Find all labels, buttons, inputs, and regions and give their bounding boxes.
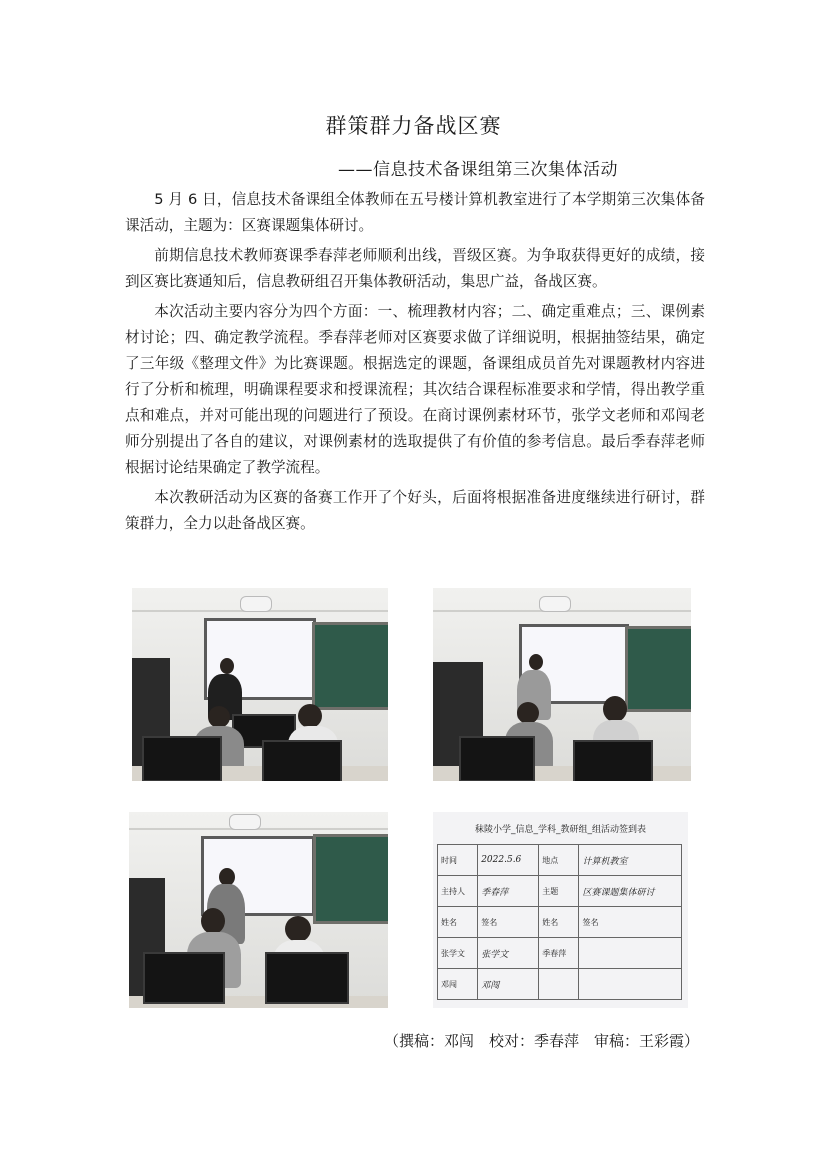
- sign-col-header: 签名: [478, 907, 539, 938]
- row-signature: 邓闯: [478, 969, 539, 1000]
- place-value: 计算机教室: [579, 845, 682, 876]
- page-subtitle: ——信息技术备课组第三次集体活动: [338, 160, 618, 180]
- row-signature: 张学文: [478, 938, 539, 969]
- time-value: 2022.5.6: [478, 845, 539, 876]
- row-signature-2: [579, 938, 682, 969]
- time-label: 时间: [438, 845, 478, 876]
- paragraph-4: 本次教研活动为区赛的备赛工作开了个好头，后面将根据准备进度继续进行研讨，群策群力，全力以赴备战区赛。: [125, 489, 705, 532]
- article-body: [125, 187, 705, 537]
- topic-label: 主题: [539, 876, 579, 907]
- paragraph-2: 前期信息技术教师赛课季春萍老师顺利出线，晋级区赛。为争取获得更好的成绩，接到区赛比赛通知后，信息教研组召开集体教研活动，集思广益，备战区赛。: [125, 247, 705, 290]
- table-row: [438, 969, 682, 1000]
- row-name-2: 季春萍: [539, 938, 579, 969]
- classroom-photo-1: [132, 588, 388, 781]
- paragraph-1: 5 月 6 日，信息技术备课组全体教师在五号楼计算机教室进行了本学期第三次集体备课活动，主题为：区赛课题集体研讨。: [125, 191, 705, 234]
- place-label: 地点: [539, 845, 579, 876]
- host-value: 季春萍: [478, 876, 539, 907]
- name-col-header: 姓名: [438, 907, 478, 938]
- classroom-photo-3: [129, 812, 388, 1008]
- sign-col-header-2: 签名: [579, 907, 682, 938]
- sign-in-sheet-photo: [433, 812, 688, 1008]
- paragraph-3: 本次活动主要内容分为四个方面：一、梳理教材内容；二、确定重难点；三、课例素材讨论；四、确定教学流程。季春萍老师对区赛要求做了详细说明，根据抽签结果，确定了三年级《整理文件》为比赛课题。根据选定的课题，备课组成员首先对课题教材内容进行了分析和梳理，明确课程要求和授课流程；其次结合课程标准要求和学情，得出教学重点和难点，并对可能出现的问题进行了预设。在商讨课例素材环节，张学文老师和邓闯老师分别提出了各自的建议，对课例素材的选取提供了有价值的参考信息。最后季春萍老师根据讨论结果确定了教学流程。: [125, 303, 705, 476]
- row-signature-2: [579, 969, 682, 1000]
- name-col-header-2: 姓名: [539, 907, 579, 938]
- row-name: 张学文: [438, 938, 478, 969]
- sign-sheet-header: 秣陵小学_信息_学科_教研组_组活动签到表: [474, 825, 646, 835]
- row-name: 邓闯: [438, 969, 478, 1000]
- classroom-photo-2: [433, 588, 691, 781]
- table-row: [438, 938, 682, 969]
- page-title: 群策群力备战区赛: [325, 114, 502, 138]
- sign-sheet-table: [437, 844, 682, 1000]
- credits-footer: （撰稿：邓闯 校对：季春萍 审稿：王彩霞）: [383, 1032, 699, 1050]
- topic-value: 区赛课题集体研讨: [579, 876, 682, 907]
- row-name-2: [539, 969, 579, 1000]
- host-label: 主持人: [438, 876, 478, 907]
